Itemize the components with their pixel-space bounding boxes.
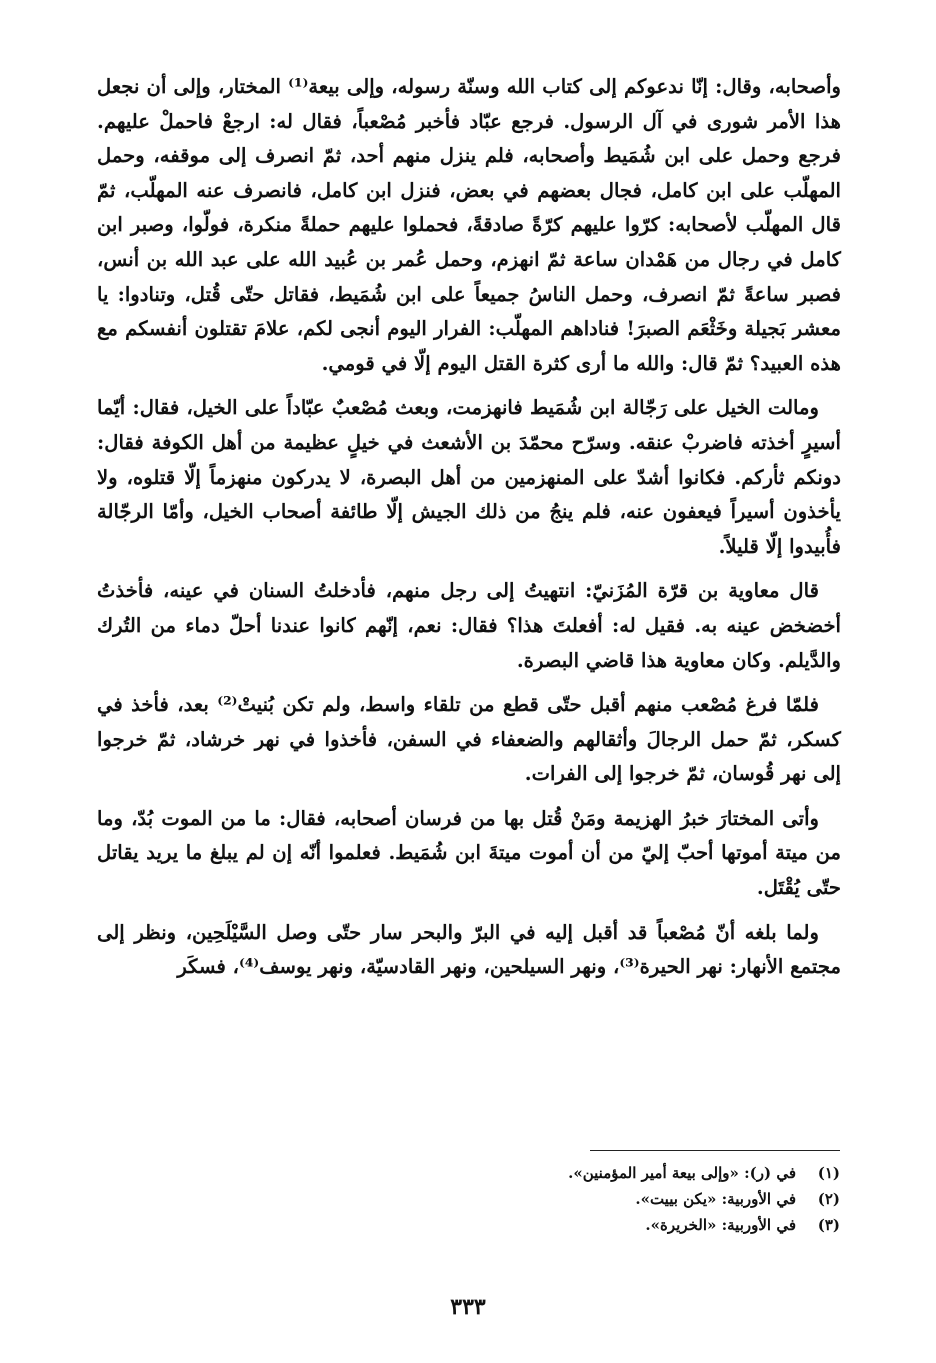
footnote-number: (٣)	[817, 1216, 840, 1234]
paragraph-3: قال معاوية بن قرّة المُزَنيّ: انتهيتُ إلى رجل منهم، فأدخلتُ السنان في عينه، فأخذتُ أخضخض عينه به. فقيل له: أفعلتَ هذا؟ فقال: نعم، إنّهم كانوا عندنا أحلّ دماء من التُرك والدَّيلم. وكان معاوية هذا قاضي البصرة.	[97, 579, 841, 672]
paragraph-2: ومالت الخيل على رَجّالة ابن شُمَيط فانهزمت، وبعث مُصْعبٌ عبّاداً على الخيل، فقال: أيّما أسيرٍ أخذته فاضربْ عنقه. وسرّح محمّدَ بن الأشعث في خيلٍ عظيمة من أهل الكوفة فقال: دونكم ثأركم. فكانوا أشدّ على المنهزمين من أهل البصرة، لا يدركون منهزماً إلّا قتلوه، ولا يأخذون أسيراً فيعفون عنه، فلم ينجُ من ذلك الجيش إلّا طائفة أصحاب الخيل، وأمّا الرجّالة فأُبيدوا إلّا قليلاً.	[97, 396, 841, 558]
footnote-text: في الأوربية: «الخريرة».	[645, 1216, 796, 1234]
footnote-2	[320, 1186, 840, 1212]
footnote-divider	[590, 1150, 840, 1151]
footnote-number: (١)	[817, 1164, 840, 1182]
paragraph-5: وأتى المختارَ خبرُ الهزيمة ومَنْ قُتل بها من فرسان أصحابه، فقال: ما من الموت بُدّ، وما من ميتة أموتها أحبّ إليّ من أن أموت ميتةَ ابن شُمَيط. فعلموا أنّه إن لم يبلغ ما يريد يقاتل حتّى يُقْتَل.	[97, 806, 841, 900]
footnote-text: في الأوربية: «يكن بييت».	[635, 1190, 796, 1208]
page-number: ٣٣٣	[450, 1294, 486, 1320]
paragraph-6: ولما بلغه أنّ مُصْعباً قد أقبل إليه في البرّ والبحر سار حتّى وصل السَّيْلَحِين، ونظر إلى مجتمع الأنهار: نهر الحيرة⁽³⁾، ونهر السيلحين، ونهر القادسيّة، ونهر يوسف⁽⁴⁾، فسكَر	[97, 920, 841, 979]
footnote-1	[320, 1160, 840, 1186]
footnotes	[320, 1160, 840, 1238]
paragraph-1: وأصحابه، وقال: إنّا ندعوكم إلى كتاب الله وسنّة رسوله، وإلى بيعة⁽¹⁾ المختار، وإلى أن نجعل هذا الأمر شورى في آل الرسول. فرجع عبّاد فأخبر مُصْعباً، فقال له: ارجعْ فاحملْ عليهم. فرجع وحمل على ابن شُمَيط وأصحابه، فلم ينزل منهم أحد، ثمّ انصرف إلى موقفه، وحمل المهلّب على ابن كامل، فجال بعضهم في بعض، فنزل ابن كامل، فانصرف عنه المهلّب، ثمّ قال المهلّب لأصحابه: كرّوا عليهم كرّةً صادقةً، فحملوا عليهم حملةً منكرة، فولّوا، وصبر ابن كامل في رجال من هَمْدان ساعة ثمّ انهزم، وحمل عُمر بن عُبيد الله على عبد الله بن أنس، فصبر ساعةً ثمّ انصرف، وحمل الناسُ جميعاً على ابن شُمَيط، فقاتل حتّى قُتل، وتنادوا: يا معشر بَجيلة وخَثْعَم الصبرَ! فناداهم المهلّب: الفرار اليوم أنجى لكم، علامَ تقتلون أنفسكم مع هذه العبيد؟ ثمّ قال: والله ما أرى كثرة القتل اليوم إلّا في قومي.	[97, 75, 841, 375]
main-text	[97, 70, 841, 995]
footnote-text: في (ر): «وإلى بيعة أمير المؤمنين».	[568, 1164, 796, 1182]
footnote-number: (٢)	[817, 1190, 840, 1208]
paragraph-4: فلمّا فرغ مُصْعب منهم أقبل حتّى قطع من تلقاء واسط، ولم تكن بُنيتْ⁽²⁾ بعد، فأخذ في كسكر، ثمّ حمل الرجالَ وأثقالهم والضعفاء في السفن، فأخذوا في نهر خرشاد، ثمّ خرجوا إلى نهر قُوسان، ثمّ خرجوا إلى الفرات.	[97, 693, 841, 786]
footnote-3	[320, 1212, 840, 1238]
